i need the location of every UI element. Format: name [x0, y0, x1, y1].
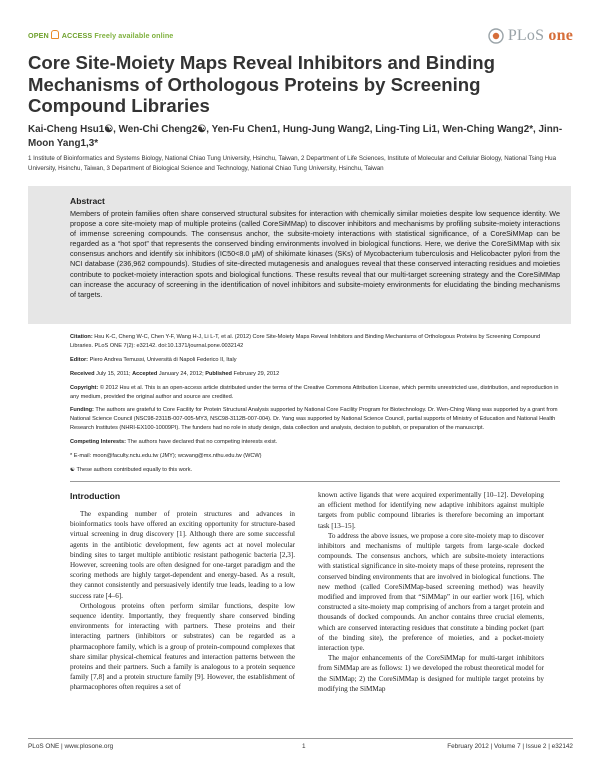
author-list: Kai-Cheng Hsu1☯, Wen-Chi Cheng2☯, Yen-Fu Chen1, Hung-Jung Wang2, Ling-Ting Li1, Wen-Ching Wang2*, Jinn-Moon Yang1,3*	[28, 124, 563, 149]
paragraph: Orthologous proteins often perform similar functions, despite low sequence identity. Importantly, they frequently share conserved binding environments for interacting with partners. These proteins and their interacting partners (inhibitors or substrates) can be regarded as a pharmacophore family, which is a group of protein-compound complexes that share similar physical-chemical features and interaction patterns between the proteins and their partners. Such a family is analogous to a protein sequence family [7,8] and a protein structure family [9]. However, the establishment of pharmacophores often requires a set of	[70, 601, 295, 692]
accepted-date: January 24, 2012;	[158, 370, 204, 377]
competing-label: Competing Interests:	[70, 439, 126, 446]
copyright	[70, 384, 560, 402]
introduction-heading: Introduction	[70, 491, 121, 501]
paragraph: known active ligands that were acquired experimentally [10–12]. Developing an efficient method for identifying new adaptive inhibitors against multiple targets from public compound libraries is therefore becoming an important task [13–15].	[318, 491, 544, 530]
accepted-label: Accepted	[132, 370, 158, 377]
citation-label: Citation:	[70, 334, 93, 340]
received-label: Received	[70, 370, 95, 377]
editor-label: Editor:	[70, 356, 89, 363]
abstract-heading: Abstract	[70, 196, 105, 206]
email: * E-mail: moon@faculty.nctu.edu.tw (JMY); wcwang@mx.nthu.edu.tw (WCW)	[70, 453, 262, 460]
right-column	[318, 490, 544, 694]
copyright-label: Copyright:	[70, 384, 99, 391]
paragraph: The major enhancements of the CoreSiMMap for multi-target inhibitors from SiMMap are as follows: 1) we developed the robust theoretical model for the SiMMap; 2) the CoreSiMMap is designed for multiple target proteins by modifying the SiMMap	[318, 654, 544, 693]
footer-journal: PLoS ONE | www.plosone.org	[28, 743, 114, 750]
logo-one: one	[548, 27, 573, 44]
open-access-label	[28, 30, 173, 40]
equal-contribution: ☯ These authors contributed equally to this work.	[70, 466, 193, 473]
citation	[70, 333, 560, 351]
left-column	[70, 509, 295, 693]
funding-text: The authors are grateful to Core Facility for Protein Structural Analysis supported by National Core Facility Program for Biotechnology. Dr. Wen-Ching Wang was supported by a grant from National Science Council (NSC98-2311B-007-005-MY3, NSC98-3112B-007-004). Dr. Yang was supported by National Science Council, partial supports of Ministry of Education and National Health Research Institutes (NHRI-EX100-10009PI). The funders had no role in study design, data collection and analysis, decision to publish, or preparation of the manuscript.	[70, 407, 558, 432]
divider	[70, 481, 560, 482]
footer-divider	[28, 738, 573, 739]
logo-plos: PLoS	[507, 27, 545, 44]
competing-interests	[70, 438, 560, 447]
funding	[70, 406, 560, 433]
paragraph: The expanding number of protein structures and advances in bioinformatics tools have offered an exciting opportunity for structure-based virtual screening in drug discovery [1]. Although there are some successful agents in the antibiotic development, few agents act at novel molecular binding sites to target multiple antibiotic resistant pathogenic bacteria [2,3]. However, screening tools are often designed for one-target paradigm and the scoring methods are highly target-dependent and energy-based. As a result, they cannot consistently and persuasively identify true leads, leading to a low success rate [4–6].	[70, 510, 295, 600]
paragraph: To address the above issues, we propose a core site-moiety map to discover inhibitors and mechanisms of multiple targets from large-scale docked compounds. The consensus anchors, which are subsite-moiety interactions with statistical significance in site-moiety maps of these proteins, represent the conserved binding environments that are involved in biological functions. The new method (called CoreSiMMap-based screening method) was heavily modified and improved from that “SiMMap” in our earlier work [16], which constructed a site-moiety map comprising of anchors from a target protein and thousands of docked compounds. An anchor contains three crucial elements, which are conserved interacting residues that constitute a binding pocket (part of the binding site), the preference of moieties, and a pocket-moiety interaction type.	[318, 531, 544, 653]
footer-issue: February 2012 | Volume 7 | Issue 2 | e32142	[447, 743, 573, 750]
plos-one-logo	[488, 26, 573, 46]
open-word: OPEN	[28, 31, 49, 40]
published-date: February 29, 2012	[233, 370, 280, 377]
article-metadata	[70, 333, 560, 475]
editor	[70, 356, 560, 365]
article-title: Core Site-Moiety Maps Reveal Inhibitors and Binding Mechanisms of Orthologous Proteins by Screening Compound Libraries	[28, 52, 495, 116]
logo-text	[508, 27, 573, 45]
open-access-lock-icon	[51, 30, 59, 39]
page-number: 1	[302, 743, 306, 750]
freely-available-text: Freely available online	[94, 31, 174, 40]
editor-text: Piero Andrea Temussi, Università di Napoli Federico II, Italy	[89, 356, 237, 363]
abstract-text: Members of protein families often share conserved structural subsites for interaction with chemically similar moieties despite low sequence identity. We propose a core site-moiety map of multiple proteins (called CoreSiMMap) to discover inhibitors and mechanisms by profiling subsite-moiety interactions of immense screening compounds. The consensus anchor, the subsite-moiety interactions with statistical significance, of a CoreSiMMap can be regarded as a “hot spot” that represents the conserved binding environments involved in biological functions. Here, we derive the CoreSiMMap with six consensus anchors and identify six inhibitors (IC50<8.0 μM) of shikimate kinases (SKs) of Mycobacterium tuberculosis and Helicobacter pylori from the NCI database (236,962 compounds). Studies of site-directed mutagenesis and analogues reveal that these conserved interacting residues and moieties contribute to pocket-moiety interaction spots and biological functions. These results reveal that our multi-target screening strategy and the CoreSiMMap can increase the accuracy of screening in the identification of novel inhibitors and subsite-moiety environments for elucidating the binding mechanisms of targets.	[70, 209, 560, 299]
funding-label: Funding:	[70, 407, 94, 414]
dates	[70, 370, 560, 379]
page-header	[28, 26, 573, 50]
copyright-text: © 2012 Hsu et al. This is an open-access article distributed under the terms of the Creative Commons Attribution License, which permits unrestricted use, distribution, and reproduction in any medium, provided the original author and source are credited.	[70, 384, 559, 400]
received-date: July 15, 2011;	[96, 370, 131, 377]
citation-text: Hsu K-C, Cheng W-C, Chen Y-F, Wang H-J, Li L-T, et al. (2012) Core Site-Moiety Maps Reveal Inhibitors and Binding Mechanisms of Orthologous Proteins by Screening Compound Libraries. PLoS ONE 7(2): e32142. doi:10.1371/journal.pone.0032142	[70, 334, 541, 349]
competing-text: The authors have declared that no competing interests exist.	[127, 439, 278, 446]
plos-logo-icon	[488, 28, 504, 44]
published-label: Published	[205, 370, 232, 377]
access-word: ACCESS	[61, 31, 93, 40]
affiliations: 1 Institute of Bioinformatics and Systems Biology, National Chiao Tung University, Hsinchu, Taiwan, 2 Department of Life Sciences, Institute of Molecular and Cellular Biology, National Tsing Hua University, Hsinchu, Taiwan, 3 Department of Biological Science and Technology, National Chiao Tung University, Hsinchu, Taiwan	[28, 155, 557, 172]
